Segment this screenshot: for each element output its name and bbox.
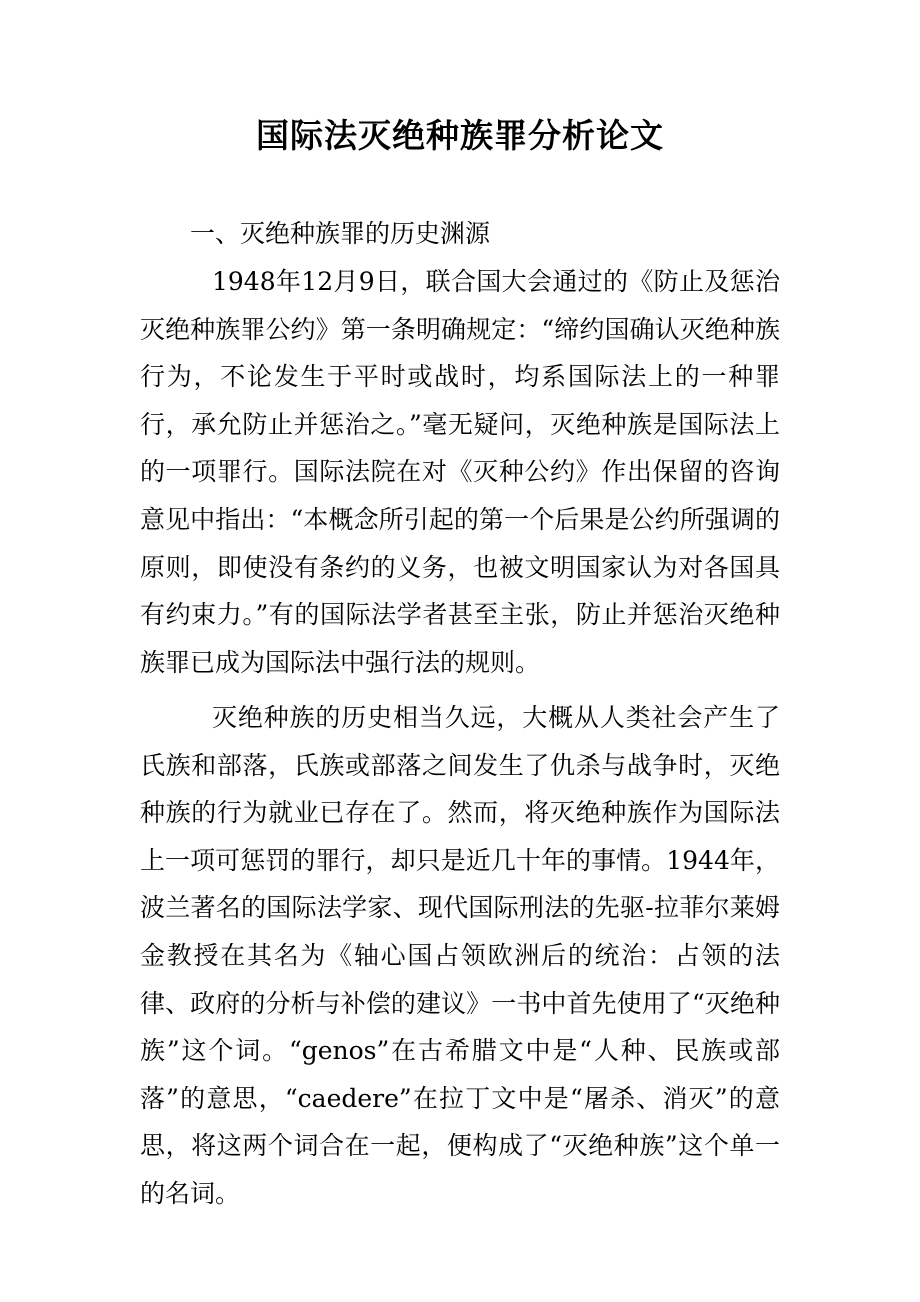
document-title: 国际法灭绝种族罪分析论文 (256, 116, 664, 155)
section-heading: 一、灭绝种族罪的历史渊源 (190, 219, 491, 248)
paragraph-2: 灭绝种族的历史相当久远，大概从人类社会产生了氏族和部落，氏族或部落之间发生了仇杀与战争时，灭绝种族的行为就业已存在了。然而，将灭绝种族作为国际法上一项可惩罚的罪行，却只是近几十年的事情。1944年，波兰著名的国际法学家、现代国际刑法的先驱-拉菲尔莱姆金教授在其名为《轴心国占领欧洲后的统治：占领的法律、政府的分析与补偿的建议》一书中首先使用了“灭绝种族”这个词。“genos”在古希腊文中是“人种、民族或部落”的意思，“caedere”在拉丁文中是“屠杀、消灭”的意思，将这两个词合在一起，便构成了“灭绝种族”这个单一的名词。 (140, 703, 780, 1208)
paragraph-1: 1948年12月9日，联合国大会通过的《防止及惩治灭绝种族罪公约》第一条明确规定：“缔约国确认灭绝种族行为，不论发生于平时或战时，均系国际法上的一种罪行，承允防止并惩治之。”毫无疑问，灭绝种族是国际法上的一项罪行。国际法院在对《灭种公约》作出保留的咨询意见中指出：“本概念所引起的第一个后果是公约所强调的原则，即使没有条约的义务，也被文明国家认为对各国具有约束力。”有的国际法学者甚至主张，防止并惩治灭绝种族罪已成为国际法中强行法的规则。 (140, 267, 780, 677)
